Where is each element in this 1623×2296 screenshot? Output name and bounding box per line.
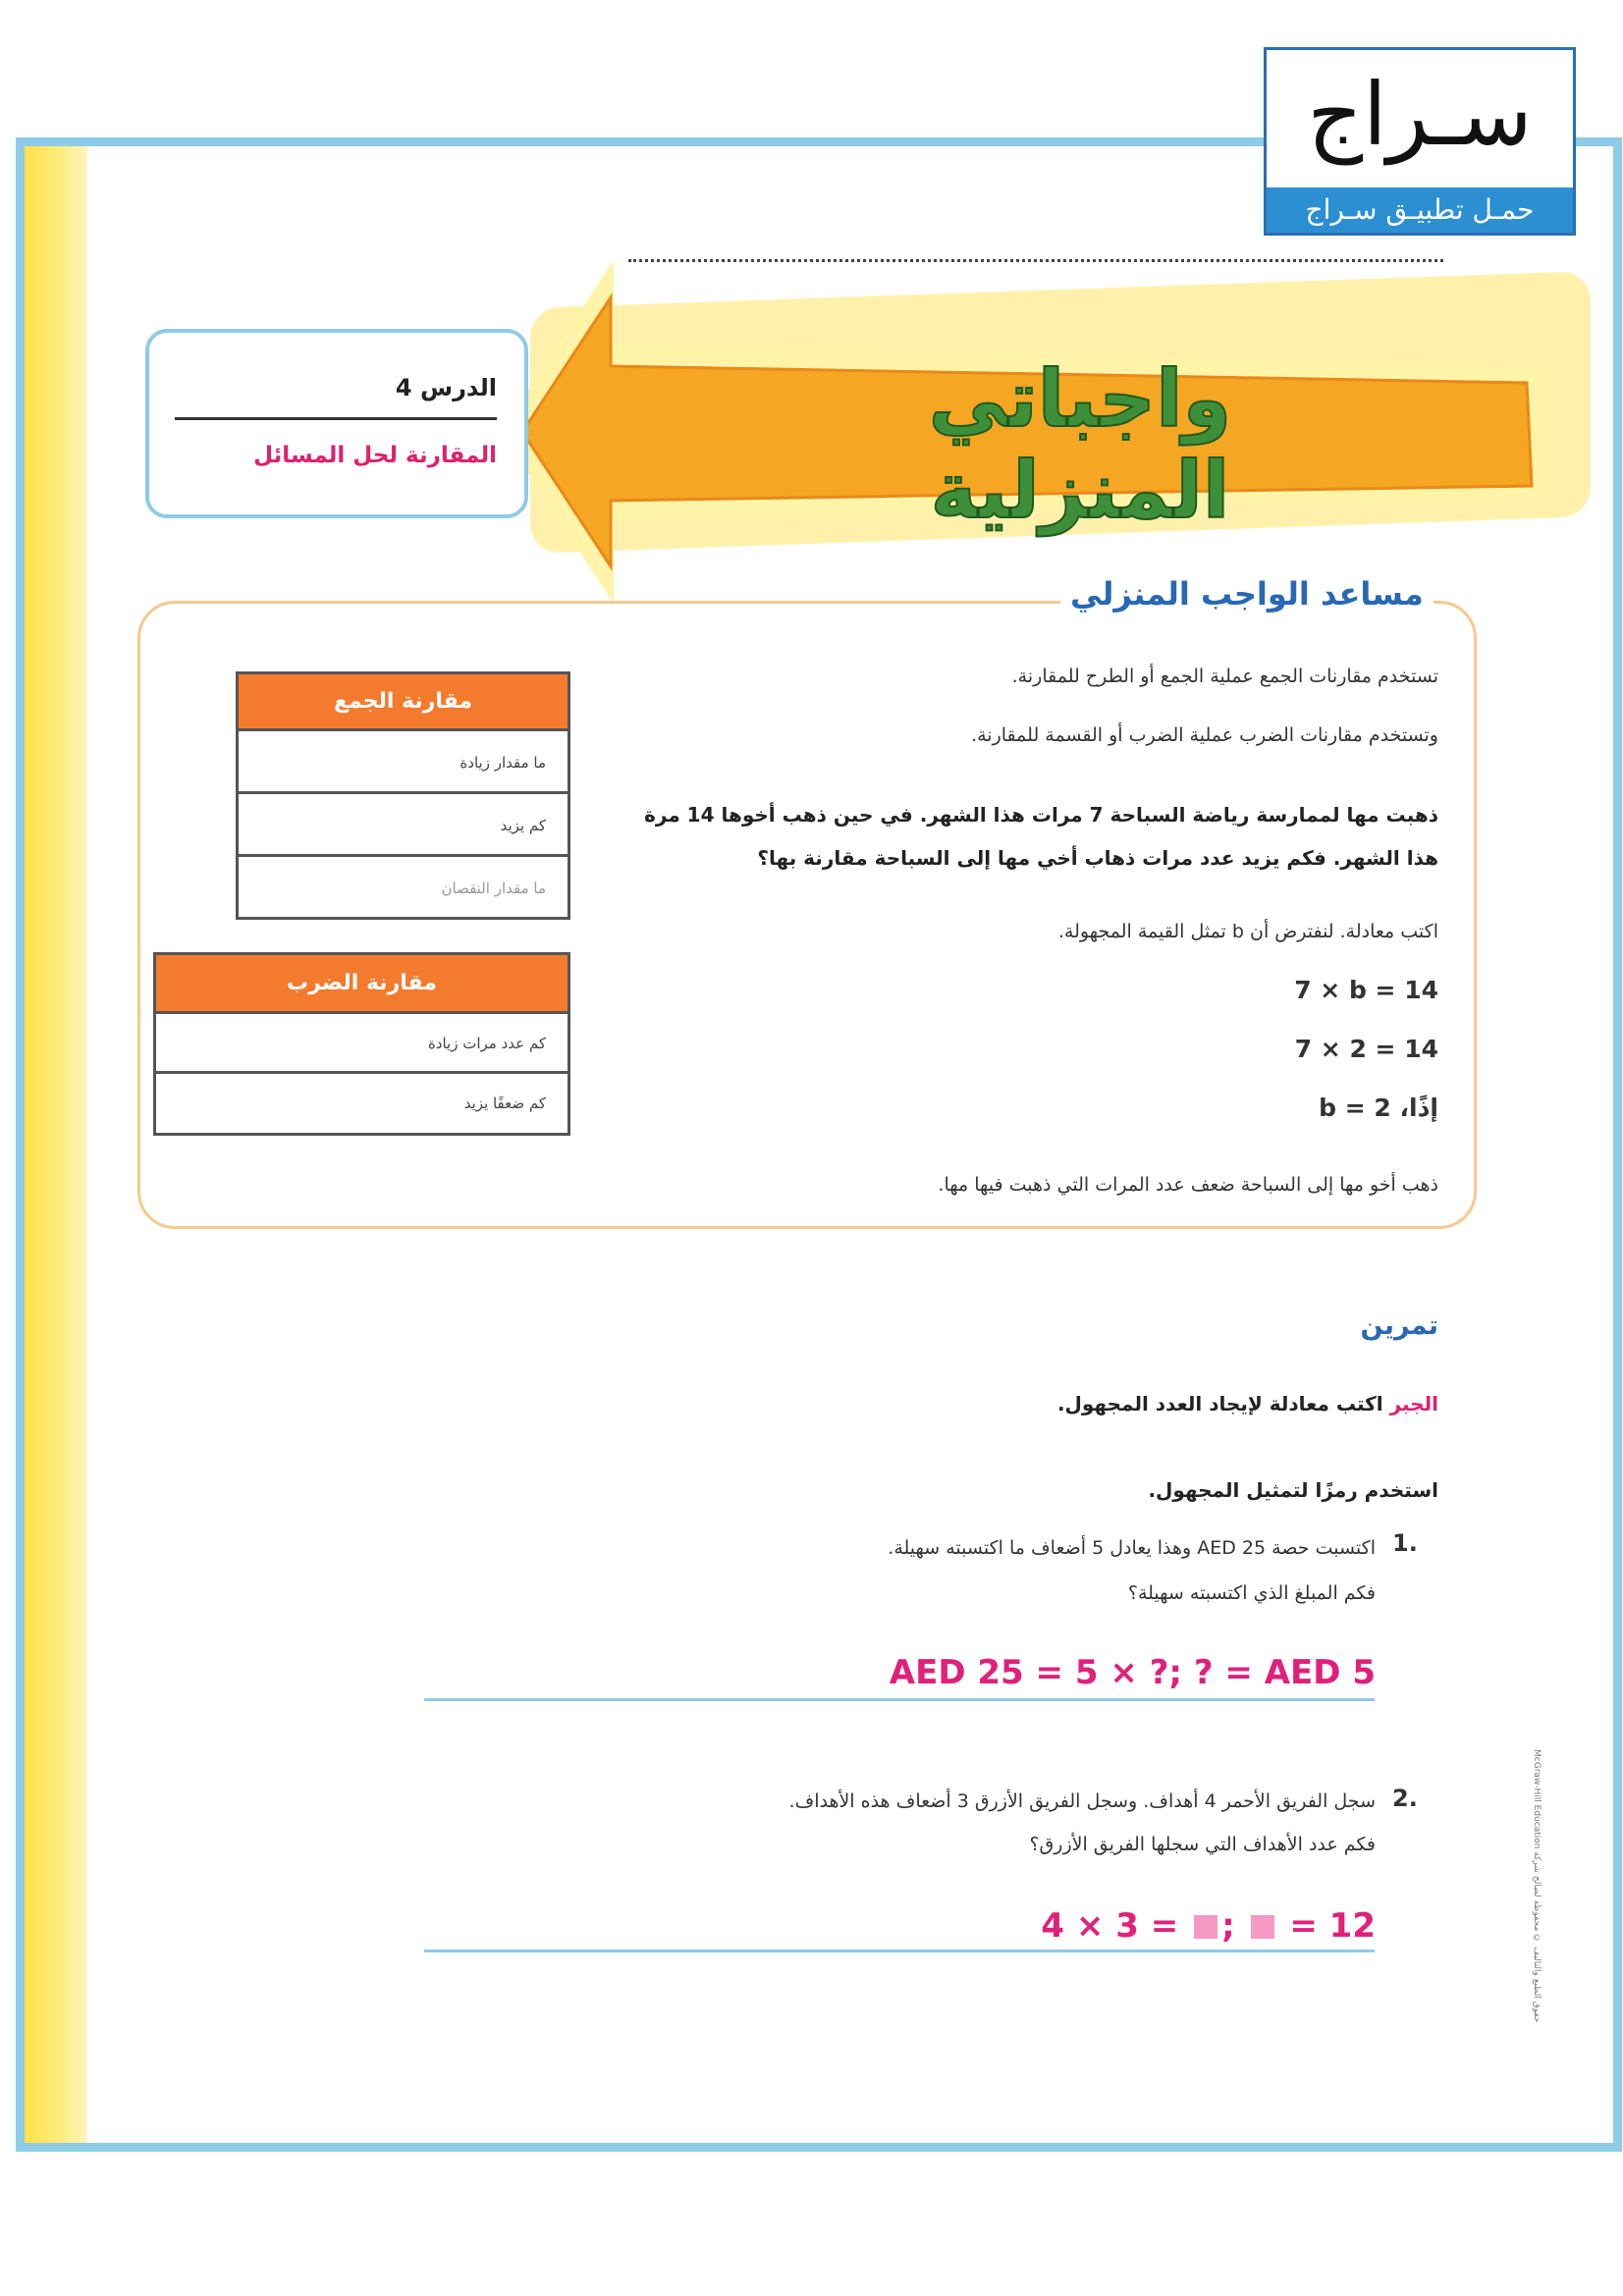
question-2-answer-separator: ; (1221, 1906, 1235, 1946)
question-2-answer-line[interactable] (424, 1949, 1375, 1952)
siraj-logo[interactable] (1264, 47, 1576, 236)
table-row: ما مقدار زيادة (239, 728, 568, 791)
helper-equation-3: إذًا، b = 2 (1319, 1094, 1438, 1122)
helper-equation-2: 7 × 2 = 14 (1294, 1035, 1438, 1063)
algebra-instruction (1057, 1392, 1438, 1415)
question-2-answer-left: 4 × 3 = (1041, 1906, 1179, 1946)
homework-title: واجباتي المنزلية (928, 353, 1232, 536)
symbol-instruction: استخدم رمزًا لتمثيل المجهول. (1148, 1478, 1438, 1502)
practice-title: تمرين (1360, 1310, 1438, 1341)
multiplication-table-header: مقارنة الضرب (156, 955, 568, 1011)
table-row: كم عدد مرات زيادة (156, 1011, 568, 1071)
blank-square-icon (1194, 1915, 1217, 1939)
question-1-answer-line[interactable] (424, 1698, 1375, 1701)
multiplication-comparison-table (153, 952, 570, 1136)
question-1-line-2: فكم المبلغ الذي اكتسبته سهيلة؟ (1127, 1582, 1376, 1604)
question-2-number: 2. (1392, 1785, 1418, 1812)
homework-helper-title: مساعد الواجب المنزلي (1060, 575, 1434, 613)
lesson-title: المقارنة لحل المسائل (253, 443, 497, 468)
algebra-instruction-text: اكتب معادلة لإيجاد العدد المجهول. (1056, 1392, 1383, 1415)
question-1-number: 1. (1392, 1529, 1418, 1557)
algebra-tag: الجبر (1389, 1392, 1438, 1415)
decorative-yellow-strip (25, 146, 87, 2143)
copyright-side-note: حقوق الطبع والتأليف © محفوظة لصالح شركة McGraw-Hill Education (1532, 1748, 1542, 2022)
table-row: كم ضعفًا يزيد (156, 1071, 568, 1131)
question-2-line-1: سجل الفريق الأحمر 4 أهداف. وسجل الفريق الأزرق 3 أضعاف هذه الأهداف. (788, 1790, 1376, 1812)
addition-table-header: مقارنة الجمع (239, 674, 568, 728)
logo-tagline: حمـل تطبيـق سـراج (1267, 187, 1573, 233)
helper-equation-1: 7 × b = 14 (1294, 976, 1438, 1004)
helper-problem-line-1: ذهبت مها لممارسة رياضة السباحة 7 مرات هذا الشهر. في حين ذهب أخوها 14 مرة (644, 803, 1438, 827)
helper-intro-multiplication: وتستخدم مقارنات الضرب عملية الضرب أو القسمة للمقارنة. (971, 724, 1438, 746)
helper-intro-addition: تستخدم مقارنات الجمع عملية الجمع أو الطرح للمقارنة. (1011, 666, 1438, 687)
lesson-card (145, 329, 528, 518)
helper-instruction: اكتب معادلة. لنفترض أن b تمثل القيمة المجهولة. (1057, 921, 1438, 942)
blank-square-icon (1251, 1915, 1274, 1939)
question-2-line-2: فكم عدد الأهداف التي سجلها الفريق الأزرق؟ (1029, 1834, 1376, 1855)
question-1-answer: AED 25 = 5 × ?; ? = AED 5 (889, 1653, 1376, 1692)
helper-conclusion: ذهب أخو مها إلى السباحة ضعف عدد المرات التي ذهبت فيها مها. (938, 1174, 1438, 1196)
logo-name: سـراج (1307, 64, 1533, 165)
question-2-answer-right: = 12 (1289, 1906, 1376, 1946)
question-1-line-1: اكتسبت حصة 25 AED وهذا يعادل 5 أضعاف ما اكتسبته سهيلة. (888, 1537, 1376, 1559)
table-row: ما مقدار النقصان (239, 854, 568, 917)
question-2-answer (1041, 1906, 1376, 1946)
lesson-number: الدرس 4 (395, 374, 497, 401)
lesson-divider (175, 417, 497, 420)
table-row: كم يزيد (239, 791, 568, 854)
helper-problem-line-2: هذا الشهر. فكم يزيد عدد مرات ذهاب أخي مها إلى السباحة مقارنة بها؟ (757, 846, 1438, 870)
addition-comparison-table (236, 671, 570, 920)
